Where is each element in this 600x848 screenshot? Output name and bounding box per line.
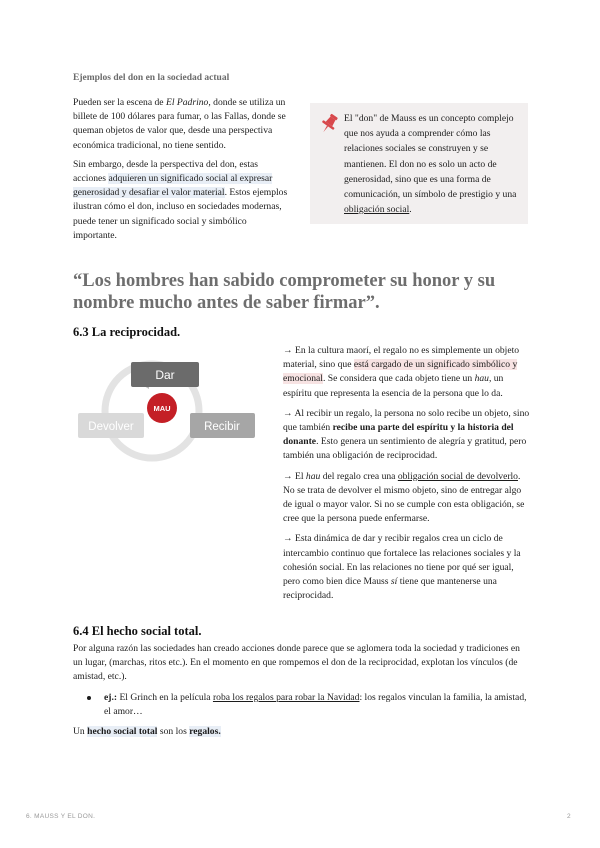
reciprocity-paragraph-1 <box>283 344 531 401</box>
text-run: tiene que mantenerse una reciprocidad. <box>283 576 497 602</box>
footer-chapter: 6. MAUSS Y EL DON. <box>26 813 96 820</box>
example-bullet <box>88 691 528 719</box>
reciprocity-text <box>283 344 531 609</box>
emphasis: sí <box>390 576 398 588</box>
bold-term: regalos. <box>189 726 221 737</box>
underlined-term: obligación social de devolverlo <box>397 470 518 482</box>
text-run: El Grinch en la película <box>117 692 213 703</box>
text-run: : los regalos vinculan la familia, la amistad, el amor… <box>104 692 527 718</box>
diagram-label-devolver: Devolver <box>88 421 134 433</box>
diagram-label-recibir: Recibir <box>204 421 240 433</box>
intro-paragraph-1 <box>73 96 291 153</box>
text-run: son los <box>157 726 190 737</box>
text-run: Sin embargo, desde la perspectiva del don, estas acciones <box>73 158 258 185</box>
text-run: Pueden ser la escena de <box>73 97 166 108</box>
reciprocity-heading: 6.3 La reciprocidad. <box>73 325 181 339</box>
quote: “Los hombres han sabido comprometer su honor y su nombre mucho antes de saber firmar”. <box>73 271 496 313</box>
reciprocity-paragraph-2 <box>283 407 531 464</box>
text-run: . <box>409 204 412 216</box>
term-hau: hau <box>474 373 489 385</box>
reciprocity-paragraph-3 <box>283 470 531 527</box>
text-run: . Esto genera un sentimiento de alegría y gratitud, pero también una obligación de reciprocidad. <box>283 436 527 462</box>
text-run: . No se trata de devolver el mismo objeto, sino de entregar algo de igual o mayor valor. Si no se cumple con esta obligación, se cree que la persona puede enfermarse. <box>283 470 525 525</box>
text-run: , donde se utiliza un billete de 100 dólares para fumar, o las Fallas, donde se queman objetos de valor que, desde una perspectiva económica tradicional, no tiene sentido. <box>73 97 286 151</box>
term-hau: hau <box>305 470 321 482</box>
intro-block <box>73 96 291 243</box>
bold-text: recibe una parte del espíritu y la historia del donante <box>283 422 514 448</box>
underlined-term: roba los regalos para robar la Navidad <box>212 692 360 703</box>
callout-box <box>310 103 528 224</box>
text-run: , un espíritu que representa la esencia de la persona que lo da. <box>283 373 504 399</box>
text-run: . Se considera que cada objeto tiene un <box>322 373 475 385</box>
bullet-label: ej.: <box>104 692 118 703</box>
text-run: El "don" de Mauss es un concepto complejo que nos ayuda a comprender cómo las relaciones sociales se construyen y se mantienen. El don no es solo un acto de generosidad, sino que es una forma de comunicación, un símbolo de prestigio y una <box>344 113 517 201</box>
total-conclusion <box>73 725 531 739</box>
movie-title: El Padrino <box>165 97 209 108</box>
pushpin-icon <box>319 113 339 135</box>
highlighted-text: adquieren un significado social al expresar generosidad y desafiar el valor material <box>73 173 273 199</box>
underlined-term: obligación social <box>344 204 410 216</box>
total-heading: 6.4 El hecho social total. <box>73 624 202 638</box>
text-run: . Estos ejemplos ilustran cómo el don, incluso en sociedades modernas, puede tener un significado social y simbólico importante. <box>73 187 288 241</box>
highlighted-text: está cargado de un significado simbólico y emocional <box>283 359 518 385</box>
page-number: 2 <box>567 813 571 820</box>
total-paragraph: Por alguna razón las sociedades han creado acciones donde parece que se aglomera toda la sociedad y tradiciones en un lugar, (marchas, ritos etc.). En el momento en que rompemos el don de la reciprocidad, explotan los vínculos (de amistad, etc.). <box>73 643 520 683</box>
diagram-label-center: MAU <box>153 404 171 413</box>
intro-paragraph-2 <box>73 158 291 243</box>
section-heading: Ejemplos del don en la sociedad actual <box>73 73 230 83</box>
text-run: → El <box>283 470 306 482</box>
bullet-text <box>104 691 528 719</box>
text-run: → Esta dinámica de dar y recibir regalos crea un ciclo de intercambio continuo que fortalece las relaciones sociales y la cohesión social. En las relaciones no tiene por qué ser igual, pero como bien dice Mauss <box>283 533 521 588</box>
reciprocity-diagram <box>78 357 268 462</box>
bold-term: hecho social total <box>87 726 158 737</box>
text-run: → Al recibir un regalo, la persona no solo recibe un objeto, sino que también <box>283 407 530 434</box>
text-run: → En la cultura maorí, el regalo no es simplemente un objeto material, sino que <box>283 345 520 371</box>
callout-text <box>344 111 520 217</box>
text-run: del regalo crea una <box>320 470 398 482</box>
diagram-label-dar: Dar <box>155 368 175 382</box>
reciprocity-paragraph-4 <box>283 532 531 603</box>
bullet-dot-icon <box>87 696 91 700</box>
text-run: Un <box>73 726 88 737</box>
